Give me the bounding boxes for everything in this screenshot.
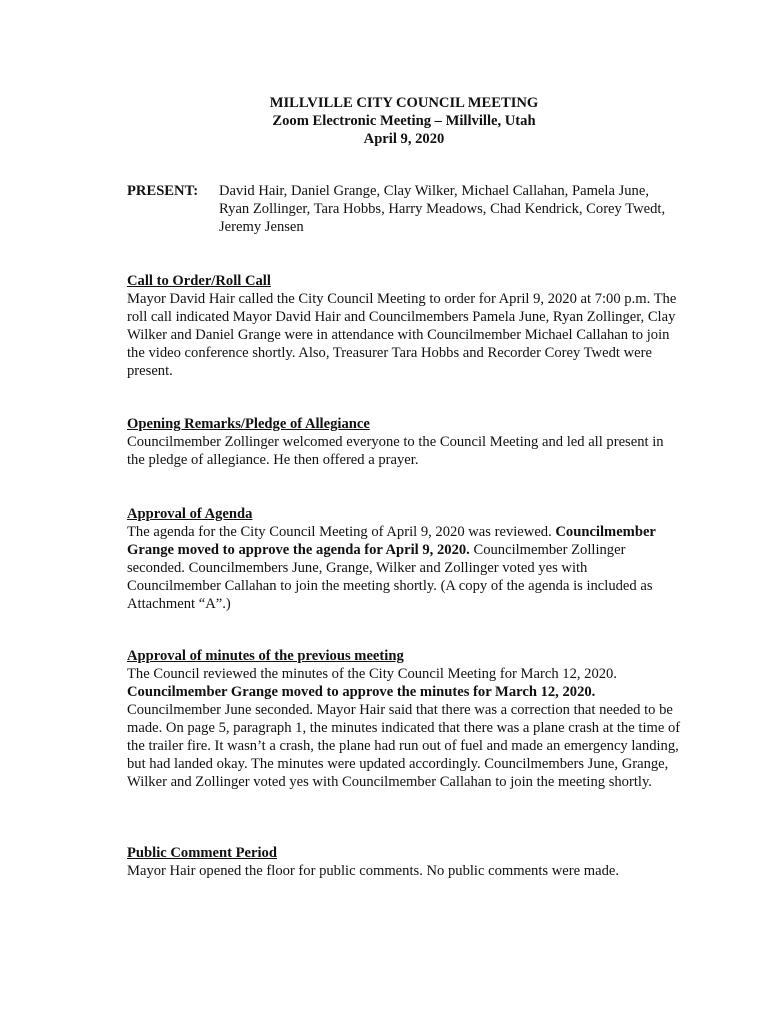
section-heading: Approval of Agenda <box>127 506 253 522</box>
section-body: Councilmember Zollinger welcomed everyone to the Council Meeting and led all present in the pledge of allegiance. He then offered a prayer. <box>127 434 664 468</box>
section-heading: Call to Order/Roll Call <box>127 273 271 289</box>
section-body: Mayor David Hair called the City Council Meeting to order for April 9, 2020 at 7:00 p.m. The roll call indicated Mayor David Hair and Councilmembers Pamela June, Ryan Zollinger, Clay Wilker and Daniel Grange were in attendance with Councilmember Michael Callahan to join the video conference shortly. Also, Treasurer Tara Hobbs and Recorder Corey Twedt were present. <box>127 291 677 379</box>
section-public-comment <box>127 844 682 880</box>
body-text: The agenda for the City Council Meeting of April 9, 2020 was reviewed. <box>127 524 556 540</box>
section-body <box>127 665 682 791</box>
section-call-to-order <box>127 272 682 380</box>
meeting-title: MILLVILLE CITY COUNCIL MEETING <box>269 95 539 111</box>
section-heading: Approval of minutes of the previous meeting <box>127 648 404 664</box>
meeting-date: April 9, 2020 <box>363 131 445 147</box>
section-opening-remarks <box>127 415 682 469</box>
present-label: PRESENT: <box>127 183 199 199</box>
document-header <box>0 94 770 148</box>
meeting-location: Zoom Electronic Meeting – Millville, Utah <box>272 113 536 129</box>
present-names: David Hair, Daniel Grange, Clay Wilker, Michael Callahan, Pamela June, Ryan Zollinger, Tara Hobbs, Harry Meadows, Chad Kendrick, Corey Twedt, Jeremy Jensen <box>219 183 666 235</box>
body-text: Councilmember June seconded. Mayor Hair said that there was a correction that needed to be made. On page 5, paragraph 1, the minutes indicated that there was a plane crash at the time of the trailer fire. It wasn’t a crash, the plane had run out of fuel and made an emergency landing, but had landed okay. The minutes were updated accordingly. Councilmembers June, Grange, Wilker and Zollinger voted yes with Councilmember Callahan to join the meeting shortly. <box>127 702 681 790</box>
section-approval-of-agenda <box>127 505 682 613</box>
section-approval-of-minutes <box>127 647 682 791</box>
motion-text: Councilmember Grange moved to approve the minutes for March 12, 2020. <box>127 684 596 700</box>
section-heading: Public Comment Period <box>127 845 277 861</box>
section-body <box>127 523 682 613</box>
body-text: The Council reviewed the minutes of the City Council Meeting for March 12, 2020. <box>127 666 618 682</box>
section-body: Mayor Hair opened the floor for public comments. No public comments were made. <box>127 863 619 879</box>
motion-text: Councilmember Grange moved to approve the agenda for April 9, 2020. <box>127 524 656 558</box>
section-heading: Opening Remarks/Pledge of Allegiance <box>127 416 370 432</box>
body-text: Councilmember Zollinger seconded. Councilmembers June, Grange, Wilker and Zollinger voted yes with Councilmember Callahan to join the meeting shortly. (A copy of the agenda is included as Attachment “A”.) <box>127 542 653 612</box>
